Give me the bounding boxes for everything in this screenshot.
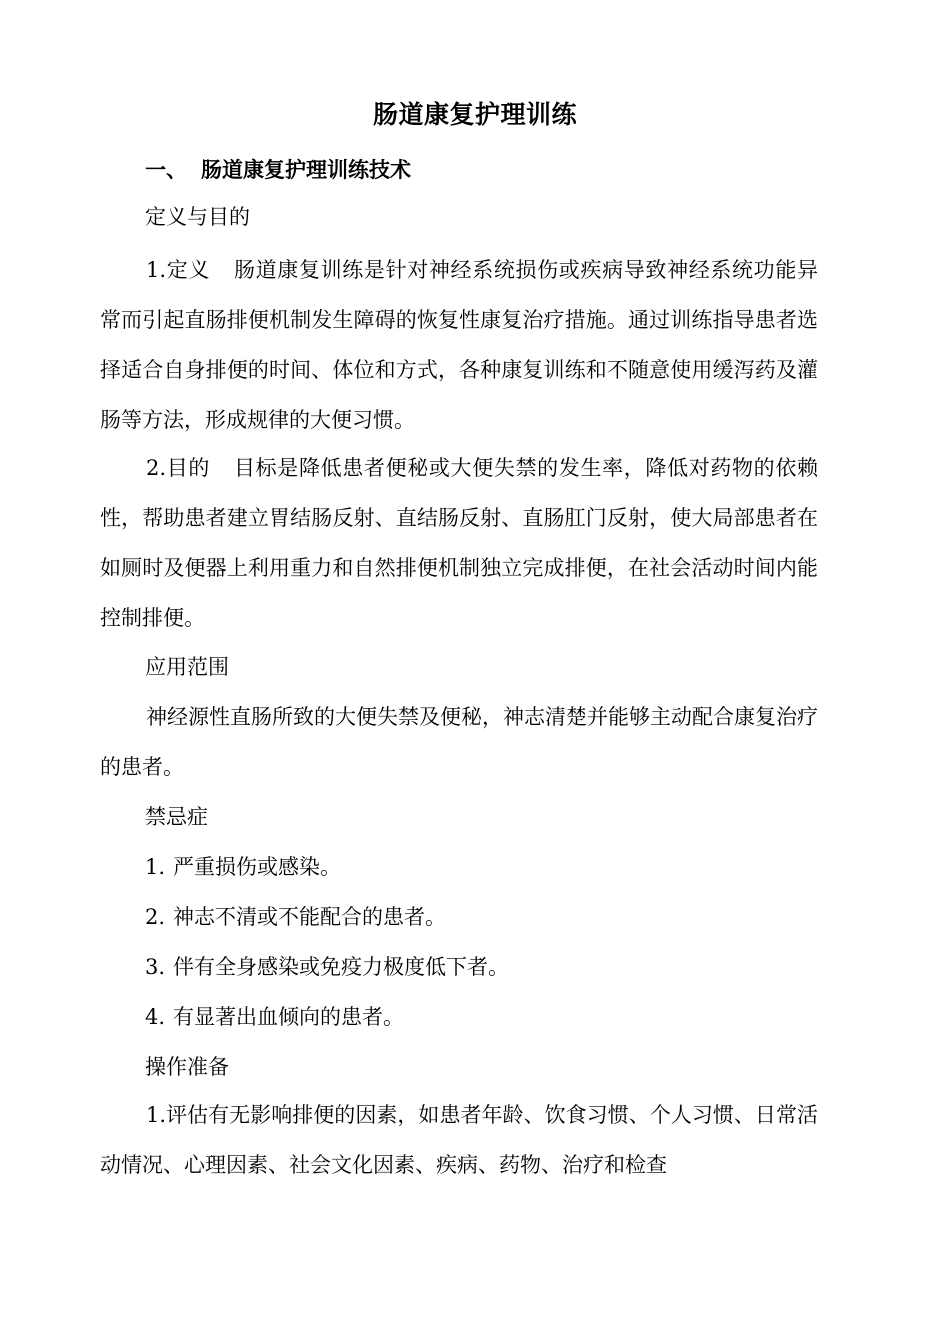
- list-item: [145, 852, 341, 882]
- list-item: [145, 1002, 404, 1032]
- paragraph-scope: 神经源性直肠所致的大便失禁及便秘，神志清楚并能够主动配合康复治疗的患者。: [100, 705, 818, 779]
- paragraph-definition: [100, 245, 818, 445]
- list-item: [145, 902, 446, 932]
- purpose-text: 目标是降低患者便秘或大便失禁的发生率，降低对药物的依赖性，帮助患者建立胃结肠反射、直结肠反射、直肠肛门反射，使大局部患者在如厕时及便器上利用重力和自然排便机制独立完成排便，在社会活动时间内能控制排便。: [100, 456, 818, 630]
- definition-text: 肠道康复训练是针对神经系统损伤或疾病导致神经系统功能异常而引起直肠排便机制发生障碍的恢复性康复治疗措施。通过训练指导患者选择适合自身排便的时间、体位和方式，各种康复训练和不随意使用缓泻药及灌肠等方法，形成规律的大便习惯。: [100, 258, 818, 432]
- paragraph-purpose: [100, 443, 818, 643]
- list-item-number: 2.: [145, 905, 166, 929]
- purpose-lead: 2.目的: [146, 456, 210, 480]
- section-heading: [145, 155, 411, 185]
- section-number: 一、: [145, 157, 187, 182]
- list-item-number: 3.: [145, 955, 166, 979]
- subheading-scope: 应用范围: [145, 655, 229, 679]
- document-title: 肠道康复护理训练: [372, 100, 577, 129]
- list-item-number: 1.: [145, 855, 166, 879]
- subheading-definition-purpose: 定义与目的: [145, 205, 250, 229]
- paragraph-preparation: 1.评估有无影响排便的因素，如患者年龄、饮食习惯、个人习惯、日常活动情况、心理因素、社会文化因素、疾病、药物、治疗和检查: [100, 1103, 818, 1177]
- list-item-text: 有显著出血倾向的患者。: [173, 1005, 405, 1029]
- list-item: [145, 952, 509, 982]
- list-item-text: 神志不清或不能配合的患者。: [173, 905, 447, 929]
- list-item-number: 4.: [145, 1005, 166, 1029]
- list-item-text: 伴有全身感染或免疫力极度低下者。: [173, 955, 510, 979]
- section-heading-text: 肠道康复护理训练技术: [201, 157, 411, 182]
- definition-lead: 1.定义: [146, 258, 210, 282]
- subheading-preparation: 操作准备: [145, 1055, 229, 1079]
- list-item-text: 严重损伤或感染。: [173, 855, 342, 879]
- subheading-contraindications: 禁忌症: [145, 805, 208, 829]
